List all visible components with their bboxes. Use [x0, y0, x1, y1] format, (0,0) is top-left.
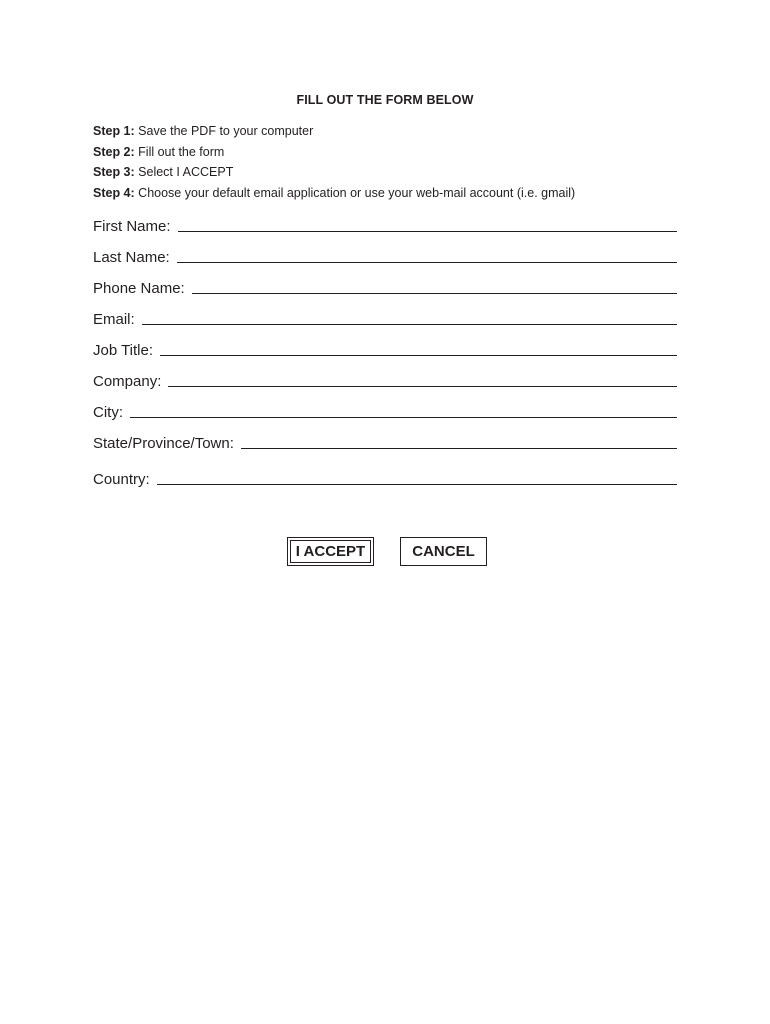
step-1-text: Save the PDF to your computer: [134, 124, 314, 138]
city-field[interactable]: [130, 417, 677, 418]
accept-button[interactable]: [287, 537, 374, 566]
job-title-label: Job Title:: [93, 342, 154, 359]
step-4-text: Choose your default email application or use your web-mail account (i.e. gmail): [134, 185, 576, 200]
step-3: [93, 164, 575, 185]
country-label: Country:: [93, 471, 150, 488]
last-name-field[interactable]: [177, 262, 677, 263]
state-province-town-row: [93, 431, 677, 453]
phone-name-field[interactable]: [192, 293, 677, 294]
email-field[interactable]: [142, 324, 677, 325]
last-name-row: [93, 245, 677, 267]
company-label: Company:: [93, 373, 162, 390]
email-label: Email:: [93, 311, 135, 328]
company-row: [93, 369, 677, 391]
country-field[interactable]: [157, 484, 677, 485]
first-name-label: First Name:: [93, 218, 171, 235]
first-name-row: [93, 214, 677, 236]
city-label: City:: [93, 404, 123, 421]
phone-name-label: Phone Name:: [93, 280, 185, 297]
step-1-label: Step 1:: [93, 124, 135, 138]
step-4-label: Step 4:: [93, 185, 135, 200]
state-province-town-label: State/Province/Town:: [93, 435, 234, 452]
instructions-list: [93, 123, 575, 205]
country-row: [93, 467, 677, 489]
first-name-field[interactable]: [178, 231, 677, 232]
phone-name-row: [93, 276, 677, 298]
form-title: FILL OUT THE FORM BELOW: [296, 93, 474, 107]
accept-button-label: I ACCEPT: [295, 543, 366, 560]
step-3-label: Step 3:: [93, 165, 135, 180]
last-name-label: Last Name:: [93, 249, 170, 266]
state-province-town-field[interactable]: [241, 448, 677, 449]
step-4: [93, 185, 575, 206]
step-1: [93, 123, 575, 144]
company-field[interactable]: [168, 386, 677, 387]
cancel-button-label: CANCEL: [412, 543, 475, 560]
job-title-row: [93, 338, 677, 360]
job-title-field[interactable]: [160, 355, 677, 356]
step-2: [93, 144, 575, 165]
email-row: [93, 307, 677, 329]
step-2-text: Fill out the form: [134, 144, 225, 159]
city-row: [93, 400, 677, 422]
cancel-button[interactable]: [400, 537, 487, 566]
step-3-text: Select I ACCEPT: [134, 165, 234, 180]
step-2-label: Step 2:: [93, 144, 135, 159]
